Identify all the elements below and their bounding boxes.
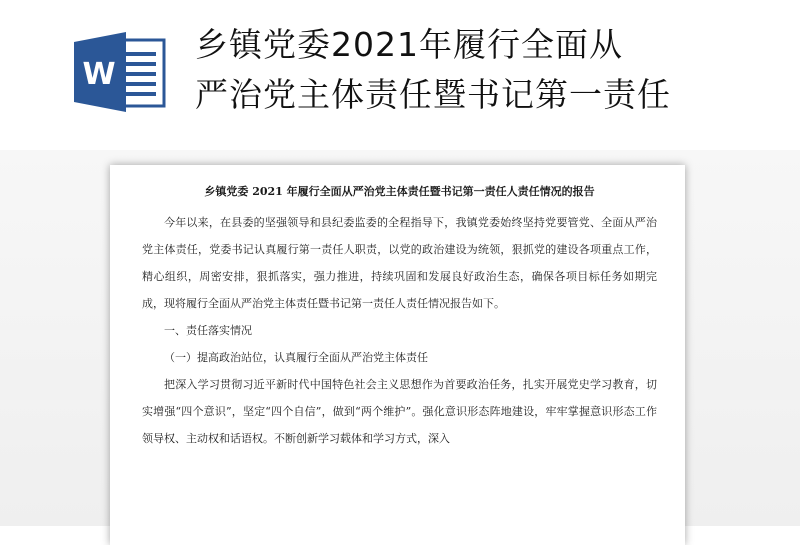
page-title-line-1: 乡镇党委2021年履行全面从 bbox=[195, 25, 623, 64]
document-title: 乡镇党委 2021 年履行全面从严治党主体责任暨书记第一责任人责任情况的报告 bbox=[204, 185, 595, 198]
document-body bbox=[142, 209, 657, 452]
page-title bbox=[195, 20, 785, 120]
subsection-heading-1: （一）提高政治站位，认真履行全面从严治党主体责任 bbox=[164, 351, 428, 364]
paragraph-body-1: 把深入学习贯彻习近平新时代中国特色社会主义思想作为首要政治任务，扎实开展党史学习教育，切实增强“四个意识”，坚定“四个自信”，做到“两个维护”。强化意识形态阵地建设，牢牢掌握意识形态工作领导权、主动权和话语权。不断创新学习载体和学习方式，深入 bbox=[142, 378, 657, 445]
word-icon-letter: W bbox=[82, 57, 116, 92]
section-heading-1: 一、责任落实情况 bbox=[164, 324, 252, 337]
paragraph-intro: 今年以来，在县委的坚强领导和县纪委监委的全程指导下，我镇党委始终坚持党要管党、全面从严治党主体责任，党委书记认真履行第一责任人职责，以党的政治建设为统领，狠抓党的建设各项重点工作，精心组织，周密安排，狠抓落实，强力推进，持续巩固和发展良好政治生态，确保各项目标任务如期完成，现将履行全面从严治党主体责任暨书记第一责任人责任情况报告如下。 bbox=[142, 216, 657, 310]
document-page bbox=[110, 165, 685, 545]
page-title-line-2: 严治党主体责任暨书记第一责任 bbox=[195, 75, 671, 114]
word-icon bbox=[74, 32, 166, 112]
